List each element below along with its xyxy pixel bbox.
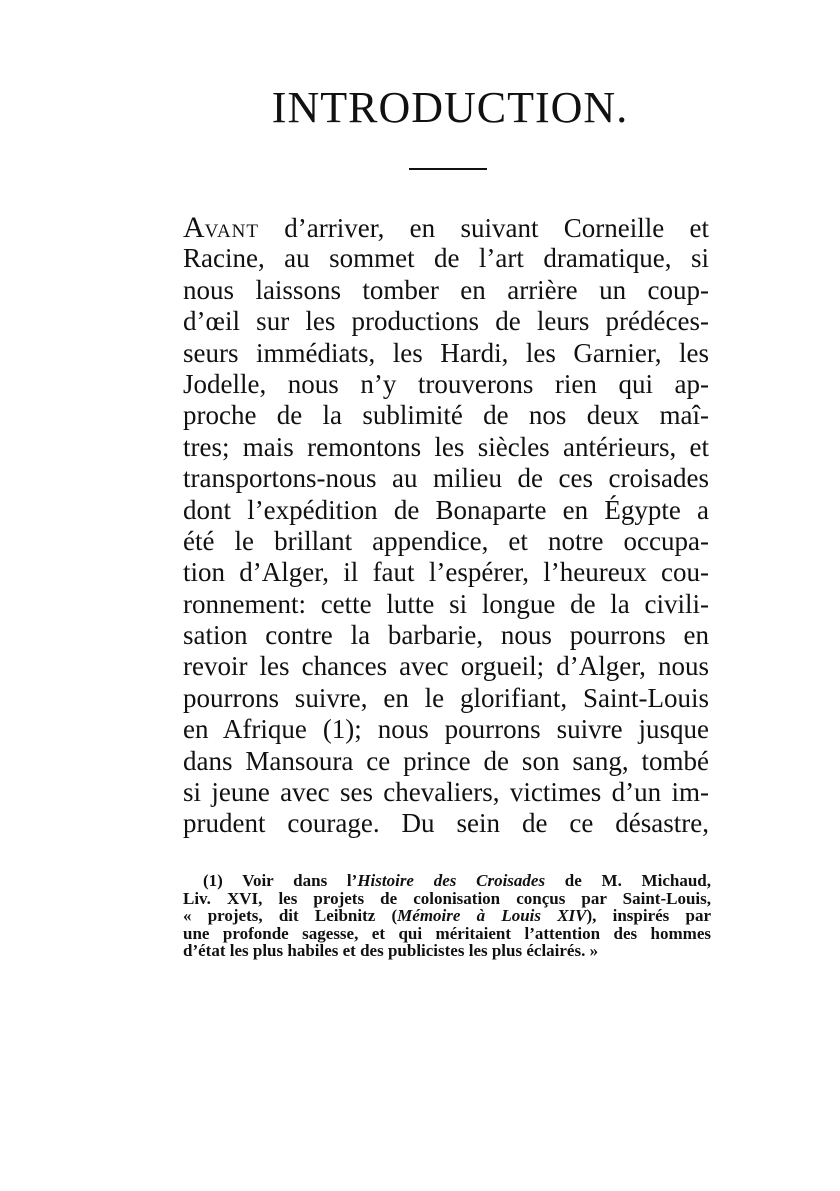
text-line: transportons-nous au milieu de ces croisades <box>183 463 709 494</box>
book-title-italic: Histoire des Croisades <box>357 871 546 890</box>
footnote-text: de M. Michaud, <box>545 871 711 890</box>
text-line: nous laissons tomber en arrière un coup- <box>183 274 709 305</box>
page-title: INTRODUCTION. <box>271 83 629 132</box>
initial-capital: A <box>183 211 205 244</box>
footnote-line <box>183 907 711 925</box>
text-line: été le brillant appendice, et notre occupa- <box>183 525 709 556</box>
text-line: dans Mansoura ce prince de son sang, tombé <box>183 745 709 776</box>
text-line: prudent courage. Du sein de ce désastre, <box>183 808 709 839</box>
text-line: revoir les chances avec orgueil; d’Alger, nous <box>183 651 709 682</box>
text-line: Jodelle, nous n’y trouverons rien qui ap- <box>183 368 709 399</box>
footnote-text: « projets, dit Leibnitz ( <box>183 906 398 925</box>
text-line: si jeune avec ses chevaliers, victimes d’un im- <box>183 777 709 808</box>
text-line: Racine, au sommet de l’art dramatique, si <box>183 243 709 274</box>
text-line: seurs immédiats, les Hardi, les Garnier, les <box>183 337 709 368</box>
small-caps-text: VANT <box>204 221 259 242</box>
title-divider <box>409 168 487 170</box>
body-paragraph <box>183 212 709 840</box>
text-line: en Afrique (1); nous pourrons suivre jusque <box>183 714 709 745</box>
text-line: pourrons suivre, en le glorifiant, Saint-Louis <box>183 682 709 713</box>
text-line: d’œil sur les productions de leurs prédéces- <box>183 306 709 337</box>
footnote-text: (1) Voir dans l’ <box>203 871 358 890</box>
footnote-line: une profonde sagesse, et qui méritaient l’attention des hommes <box>183 923 711 943</box>
text-line: proche de la sublimité de nos deux maî- <box>183 400 709 431</box>
text-line <box>183 212 709 243</box>
footnote-line: d’état les plus habiles et des publicistes les plus éclairés. » <box>183 941 599 960</box>
line-rest: d’arriver, en suivant Corneille et <box>259 213 709 243</box>
text-line: sation contre la barbarie, nous pourrons en <box>183 620 709 651</box>
text-line: ronnement: cette lutte si longue de la civili- <box>183 588 709 619</box>
memoir-title-italic: Mémoire à Louis XIV <box>397 906 587 925</box>
text-line: tion d’Alger, il faut l’espérer, l’heureux cou- <box>183 557 709 588</box>
text-line: dont l’expédition de Bonaparte en Égypte a <box>183 494 709 525</box>
footnote-line <box>183 872 711 890</box>
footnote-text: ), inspirés par <box>586 906 712 925</box>
text-line: tres; mais remontons les siècles antérieurs, et <box>183 431 709 462</box>
footnote <box>183 872 711 960</box>
footnote-line: Liv. XVI, les projets de colonisation conçus par Saint-Louis, <box>183 888 711 908</box>
